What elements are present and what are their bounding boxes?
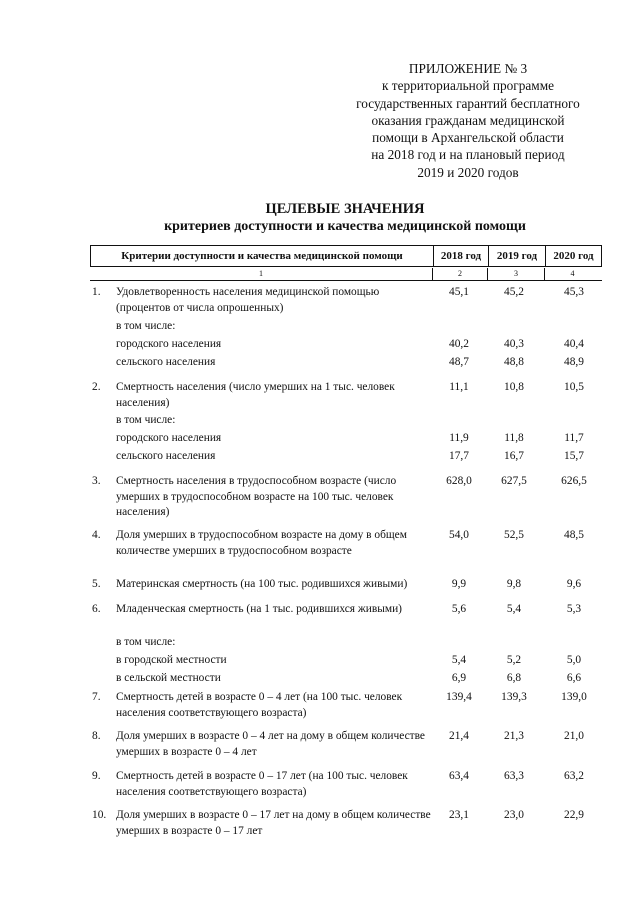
row-number: 10. <box>92 809 107 821</box>
value-2020: 6,6 <box>566 672 582 684</box>
value-2019: 63,3 <box>504 770 524 782</box>
row-number: 6. <box>92 603 101 615</box>
title-main: ЦЕЛЕВЫЕ ЗНАЧЕНИЯ <box>265 201 425 217</box>
value-2020: 11,7 <box>564 432 584 444</box>
row-criterion: сельского населения <box>116 450 216 462</box>
appendix-heading <box>318 60 618 181</box>
table-header <box>90 245 602 267</box>
value-2020: 22,9 <box>564 809 584 821</box>
row-criterion: городского населения <box>116 338 222 350</box>
row-number: 1. <box>92 286 101 298</box>
appendix-line: помощи в Архангельской области <box>372 130 564 146</box>
appendix-line: оказания гражданам медицинской <box>371 112 565 128</box>
value-2020: 48,9 <box>564 356 584 368</box>
row-criterion: в том числе: <box>116 414 176 426</box>
row-criterion: Удовлетворенность населения медицинской помощью (процентов от числа опрошенных) <box>116 286 380 314</box>
value-2018: 11,9 <box>449 432 469 444</box>
row-number: 2. <box>92 381 101 393</box>
value-2018: 628,0 <box>446 475 472 487</box>
row-criterion: в том числе: <box>116 320 176 332</box>
row-criterion: сельского населения <box>116 356 216 368</box>
value-2020: 48,5 <box>564 529 584 541</box>
appendix-line: к территориальной программе <box>381 78 555 94</box>
value-2018: 5,6 <box>451 603 467 615</box>
value-2018: 45,1 <box>449 286 469 298</box>
value-2019: 139,3 <box>501 691 527 703</box>
value-2020: 15,7 <box>564 450 584 462</box>
row-number: 9. <box>92 770 101 782</box>
value-2020: 626,5 <box>561 475 587 487</box>
value-2020: 45,3 <box>564 286 584 298</box>
title-subtitle: критериев доступности и качества медицинской помощи <box>164 219 526 234</box>
row-criterion: в том числе: <box>116 636 176 648</box>
value-2019: 5,2 <box>506 654 522 666</box>
value-2019: 9,8 <box>506 578 522 590</box>
value-2018: 40,2 <box>449 338 469 350</box>
value-2018: 21,4 <box>449 730 469 742</box>
header-2019: 2019 год <box>496 250 538 262</box>
value-2018: 17,7 <box>449 450 469 462</box>
row-criterion: Доля умерших в возрасте 0 – 17 лет на дому в общем количестве умерших в возрасте 0 – 17 лет <box>116 809 431 837</box>
row-criterion: в городской местности <box>116 654 227 666</box>
value-2018: 54,0 <box>449 529 469 541</box>
appendix-line: государственных гарантий бесплатного <box>356 95 580 111</box>
row-criterion: в сельской местности <box>116 672 221 684</box>
value-2020: 9,6 <box>566 578 582 590</box>
value-2020: 10,5 <box>564 381 584 393</box>
column-numbers-row <box>90 268 602 281</box>
value-2019: 23,0 <box>504 809 524 821</box>
row-number: 8. <box>92 730 101 742</box>
value-2018: 139,4 <box>446 691 472 703</box>
appendix-line: на 2018 год и на плановый период <box>371 147 565 163</box>
value-2020: 139,0 <box>561 691 587 703</box>
row-criterion: Доля умерших в трудоспособном возрасте на дому в общем количестве умерших в трудоспособном возрасте <box>116 529 407 557</box>
row-number: 3. <box>92 475 101 487</box>
value-2019: 627,5 <box>501 475 527 487</box>
header-2020: 2020 год <box>553 250 594 262</box>
value-2019: 52,5 <box>504 529 524 541</box>
column-number: 3 <box>514 269 518 278</box>
value-2019: 45,2 <box>504 286 524 298</box>
value-2020: 5,0 <box>566 654 582 666</box>
row-criterion: Доля умерших в возрасте 0 – 4 лет на дому в общем количестве умерших в возрасте 0 – 4 лет <box>116 730 425 758</box>
value-2020: 5,3 <box>566 603 582 615</box>
value-2019: 21,3 <box>504 730 524 742</box>
appendix-line: 2019 и 2020 годов <box>417 164 519 180</box>
value-2019: 5,4 <box>506 603 522 615</box>
header-criteria: Критерии доступности и качества медицинской помощи <box>121 250 403 262</box>
column-number: 4 <box>570 269 575 278</box>
row-criterion: Смертность детей в возрасте 0 – 4 лет (на 100 тыс. человек населения соответствующего возраста) <box>116 691 403 719</box>
column-number: 1 <box>259 269 263 278</box>
row-criterion: Смертность детей в возрасте 0 – 17 лет (на 100 тыс. человек населения соответствующего возраста) <box>116 770 408 798</box>
row-number: 5. <box>92 578 101 590</box>
row-criterion: Младенческая смертность (на 1 тыс. родившихся живыми) <box>116 603 402 615</box>
appendix-line: ПРИЛОЖЕНИЕ № 3 <box>408 61 528 76</box>
value-2018: 5,4 <box>451 654 467 666</box>
column-number: 2 <box>458 269 462 278</box>
value-2018: 48,7 <box>449 356 469 368</box>
value-2019: 11,8 <box>504 432 524 444</box>
row-criterion: городского населения <box>116 432 222 444</box>
value-2019: 10,8 <box>504 381 524 393</box>
row-criterion: Смертность населения (число умерших на 1 тыс. человек населения) <box>116 381 395 409</box>
value-2020: 63,2 <box>564 770 584 782</box>
value-2020: 40,4 <box>564 338 584 350</box>
value-2020: 21,0 <box>564 730 584 742</box>
value-2018: 63,4 <box>449 770 469 782</box>
value-2019: 16,7 <box>504 450 524 462</box>
value-2018: 6,9 <box>451 672 467 684</box>
row-criterion: Материнская смертность (на 100 тыс. родившихся живыми) <box>116 578 408 590</box>
document-title <box>90 200 600 235</box>
value-2019: 48,8 <box>504 356 524 368</box>
value-2018: 9,9 <box>451 578 467 590</box>
value-2018: 23,1 <box>449 809 469 821</box>
row-number: 4. <box>92 529 101 541</box>
header-2018: 2018 год <box>440 250 482 262</box>
value-2018: 11,1 <box>449 381 469 393</box>
value-2019: 40,3 <box>504 338 524 350</box>
row-number: 7. <box>92 691 101 703</box>
value-2019: 6,8 <box>506 672 522 684</box>
row-criterion: Смертность населения в трудоспособном возрасте (число умерших в трудоспособном возрасте на 100 тыс. человек населения) <box>116 475 397 518</box>
